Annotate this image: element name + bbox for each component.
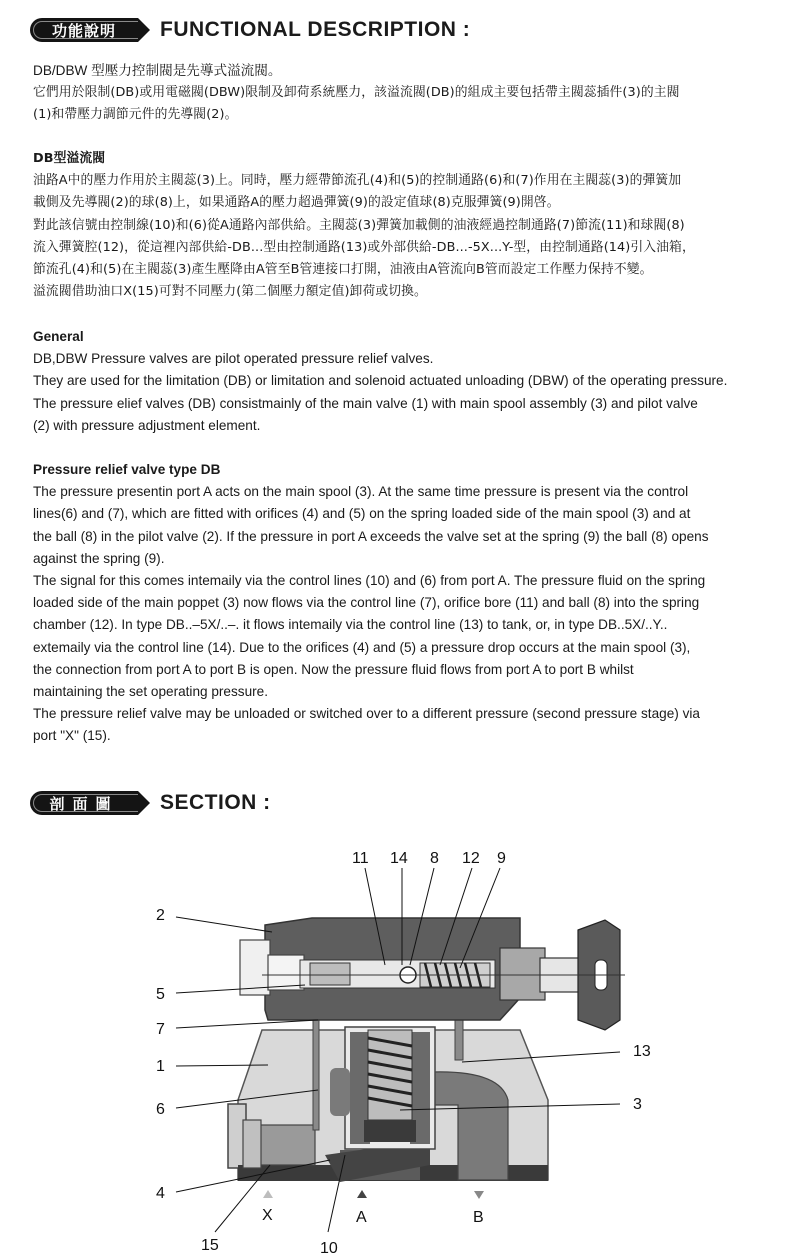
text-line: The pressure elief valves (DB) consistmainly of the main valve (1) with main spool assembly (3) and pilot valve [33,395,698,411]
callout-12: 12 [462,850,480,867]
zh-db-section [33,148,773,303]
text-line: 油路A中的壓力作用於主閥蕊(3)上。同時，壓力經帶節流孔(4)和(5)的控制通路(6)和(7)作用在主閥蕊(3)的彈簧加 [33,173,682,189]
text-line: (2) with pressure adjustment element. [33,417,261,433]
pilot-valve [240,918,625,1030]
callout-13: 13 [633,1043,651,1060]
type-heading: Pressure relief valve type DB [33,462,221,477]
callout-6: 6 [156,1101,165,1118]
text-line: 對此該信號由控制線(10)和(6)從A通路內部供給。主閥蕊(3)彈簧加載側的油液經過控制通路(7)節流(11)和球閥(8) [33,217,685,233]
valve-body [228,1000,548,1182]
functional-title: FUNCTIONAL DESCRIPTION : [160,18,471,41]
functional-header [30,15,470,45]
valve-section-diagram [0,820,800,1255]
section-header [30,788,271,818]
en-general-section [33,326,773,437]
port-a-arrow [357,1190,367,1198]
text-line: chamber (12). In type DB..–5X/..–. it flows intemaily via the control line (13) to tank, or, in type DB..5X/..Y.. [33,617,668,633]
port-x-label: X [262,1207,273,1224]
port-b-arrow [474,1191,484,1199]
callout-8: 8 [430,850,439,867]
section-badge-text: 剖面圖 [49,794,119,813]
text-line: The pressure presentin port A acts on the main spool (3). At the same time pressure is present via the control [33,484,689,500]
text-line: loaded side of the main poppet (3) now flows via the control line (7), orifice bore (11) and ball (8) into the spring [33,595,700,611]
zh-intro [33,60,773,127]
text-line: port "X" (15). [33,728,111,744]
callout-3: 3 [633,1096,642,1113]
text-line: DB,DBW Pressure valves are pilot operated pressure relief valves. [33,351,434,367]
text-line: 它們用於限制(DB)或用電磁閥(DBW)限制及卸荷系統壓力，該溢流閥(DB)的組成主要包括帶主閥蕊插件(3)的主閥 [33,85,680,101]
section-title: SECTION : [160,791,271,814]
text-line: 溢流閥借助油口X(15)可對不同壓力(第二個壓力額定值)卸荷或切換。 [33,284,427,300]
text-line: The signal for this comes intemaily via the control lines (10) and (6) from port A. The pressure fluid on the spring [33,573,706,589]
text-line: the ball (8) in the pilot valve (2). If the pressure in port A exceeds the valve set at the spring (9) the ball (8) opens [33,528,709,544]
text-line: maintaining the set operating pressure. [33,684,269,700]
text-line: the connection from port A to port B is open. Now the pressure fluid flows from port A to port B whilst [33,661,634,677]
text-line: The pressure relief valve may be unloaded or switched over to a different pressure (second pressure stage) via [33,706,700,722]
callout-11: 11 [352,850,369,867]
text-line: DB/DBW 型壓力控制閥是先導式溢流閥。 [33,63,282,78]
callout-14: 14 [390,850,408,867]
callout-15: 15 [201,1237,219,1254]
text-line: lines(6) and (7), which are fitted with orifices (4) and (5) on the spring loaded side of the main spool (3) and at [33,506,691,522]
text-line: 節流孔(4)和(5)在主閥蕊(3)產生壓降由A管至B管連接口打開，油液由A管流向B管而設定工作壓力保持不變。 [33,262,653,278]
section-badge [30,791,138,815]
text-line: 流入彈簧腔(12)，從這裡內部供給-DB...型由控制通路(13)或外部供給-DB...-5X...Y-型，由控制通路(14)引入油箱， [33,239,695,255]
port-b-label: B [473,1209,484,1226]
text-line: extemaily via the control line (14). Due to the orifices (4) and (5) a pressure drop occurs at the main spool (3), [33,639,691,655]
text-line: 載側及先導閥(2)的球(8)上，如果通路A的壓力超過彈簧(9)的設定值球(8)克服彈簧(9)開啓。 [33,195,560,211]
callout-4: 4 [156,1185,165,1202]
callout-7: 7 [156,1021,165,1038]
general-heading: General [33,329,84,344]
port-x-arrow [263,1190,273,1198]
callout-1: 1 [156,1058,165,1075]
zh-heading: DB型溢流閥 [33,151,106,166]
port-a-label: A [356,1209,367,1226]
callout-10: 10 [320,1240,338,1255]
text-line: against the spring (9). [33,550,165,566]
callout-9: 9 [497,850,506,867]
functional-badge [30,18,138,42]
en-type-section [33,459,773,748]
functional-badge-text: 功能說明 [51,21,116,40]
port-arrows [263,1190,484,1199]
text-line: (1)和帶壓力調節元件的先導閥(2)。 [33,107,238,123]
callout-5: 5 [156,986,165,1003]
callout-2: 2 [156,907,165,924]
text-line: They are used for the limitation (DB) or limitation and solenoid actuated unloading (DBW) of the operating pressure. [33,373,728,389]
